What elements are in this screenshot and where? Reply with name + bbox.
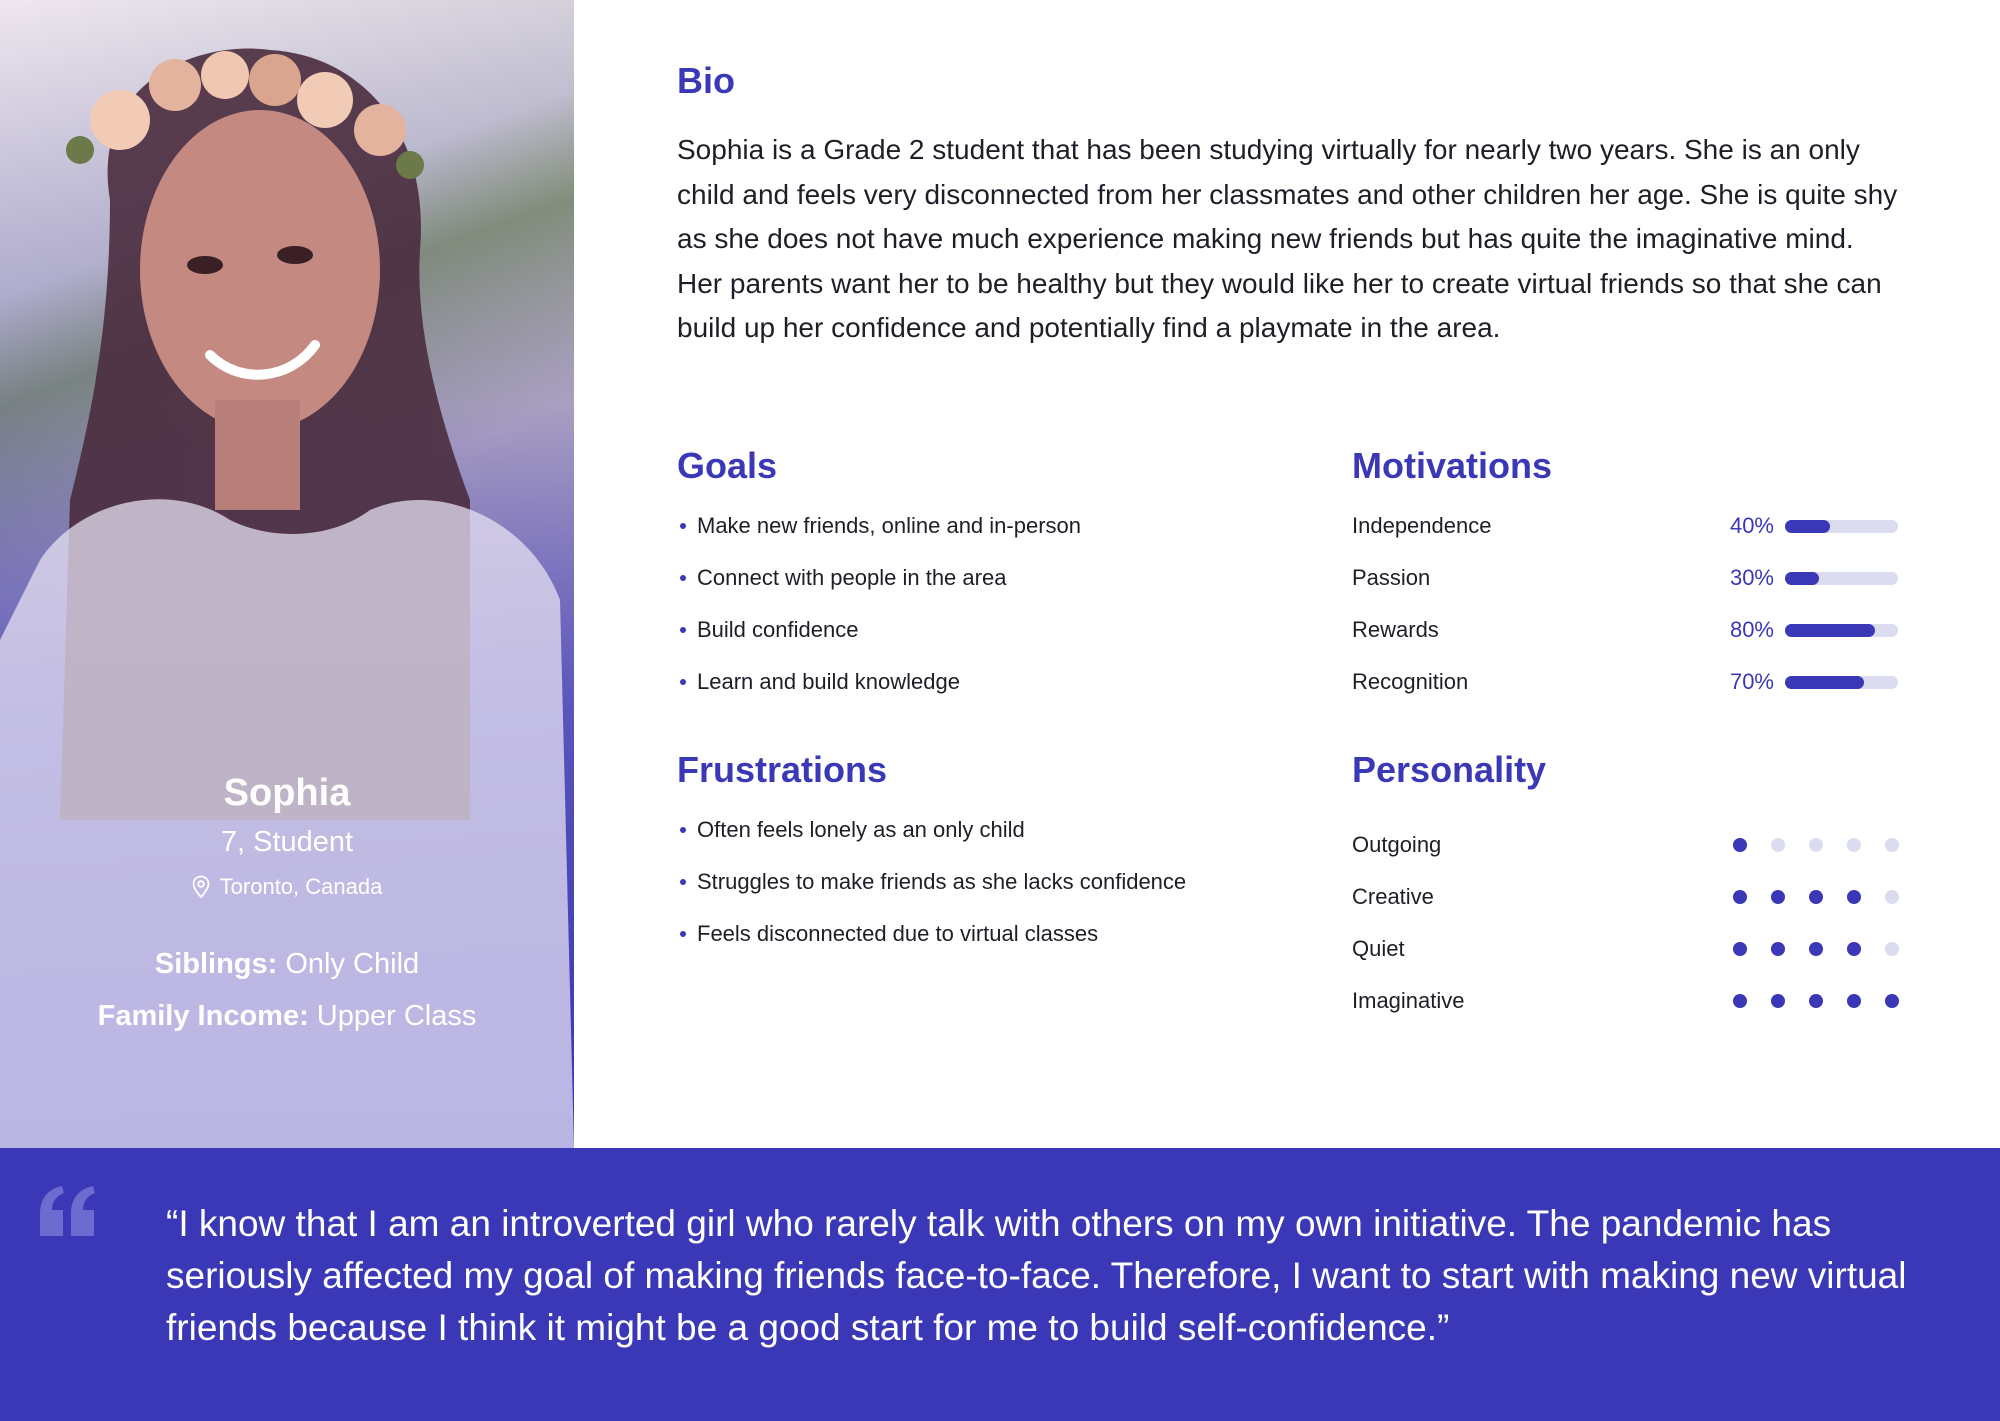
list-item: Make new friends, online and in-person — [677, 512, 1081, 564]
profile-photo-panel — [0, 0, 574, 1148]
rating-dot-empty — [1771, 838, 1785, 852]
personality-row — [1352, 935, 1898, 965]
motivation-bar-track — [1785, 676, 1898, 689]
motivation-bar-track — [1785, 520, 1898, 533]
motivation-percent: 70% — [1729, 669, 1774, 694]
bullet-icon — [680, 879, 686, 885]
bio-text: Sophia is a Grade 2 student that has been studying virtually for nearly two years. She is an only child and feels very disconnected from her classmates and other children her age. She is quite shy as she does not have much experience making new friends but has quite the imaginative mind. Her parents want her to be healthy but they would like her to create virtual friends so that she can build up her confidence and potentially find a playmate in the area. — [677, 134, 1898, 343]
motivation-bar-track — [1785, 572, 1898, 585]
rating-dot-empty — [1809, 838, 1823, 852]
siblings-label: Siblings: — [154, 948, 278, 980]
list-item: Feels disconnected due to virtual classes — [677, 920, 1186, 972]
rating-dot-filled — [1847, 890, 1861, 904]
motivation-row — [1352, 512, 1898, 542]
personality-rating — [1733, 838, 1899, 852]
goals-heading: Goals — [677, 445, 778, 486]
quote-text: “I know that I am an introverted girl who rarely talk with others on my own initiative. The pandemic has seriously affected my goal of making friends face-to-face. Therefore, I want to start with making new virtual friends because I think it might be a good start for me to build self-confidence.” — [166, 1203, 1907, 1348]
siblings-value: Only Child — [277, 948, 420, 980]
rating-dot-filled — [1733, 994, 1747, 1008]
personality-row — [1352, 883, 1898, 913]
income-row — [0, 990, 574, 1042]
profile-info — [0, 770, 574, 1042]
list-item: Struggles to make friends as she lacks confidence — [677, 868, 1186, 920]
motivation-label: Independence — [1352, 513, 1492, 538]
personality-row — [1352, 987, 1898, 1017]
list-item: Learn and build knowledge — [677, 668, 1081, 720]
list-item: Build confidence — [677, 616, 1081, 668]
motivation-bar-fill — [1785, 520, 1830, 533]
rating-dot-empty — [1885, 838, 1899, 852]
bio-heading: Bio — [677, 60, 735, 101]
siblings-row — [0, 938, 574, 990]
rating-dot-filled — [1809, 994, 1823, 1008]
motivation-label: Recognition — [1352, 669, 1469, 694]
bullet-icon — [680, 931, 686, 937]
personality-rating — [1733, 942, 1899, 956]
motivation-row — [1352, 564, 1898, 594]
personality-heading: Personality — [1352, 749, 1547, 790]
quote-icon — [36, 1184, 98, 1238]
persona-location — [0, 874, 574, 900]
personality-rating — [1733, 994, 1899, 1008]
location-text: Toronto, Canada — [219, 874, 383, 899]
bullet-icon — [680, 523, 686, 529]
persona-age-role: 7, Student — [220, 826, 354, 858]
income-label: Family Income: — [97, 1000, 309, 1032]
rating-dot-empty — [1885, 890, 1899, 904]
income-value: Upper Class — [308, 1000, 477, 1032]
location-pin-icon — [192, 875, 210, 899]
rating-dot-filled — [1733, 838, 1747, 852]
list-item: Often feels lonely as an only child — [677, 816, 1186, 868]
rating-dot-filled — [1885, 994, 1899, 1008]
motivation-bar-fill — [1785, 572, 1819, 585]
bullet-icon — [680, 575, 686, 581]
goals-list — [677, 512, 1081, 720]
rating-dot-filled — [1771, 942, 1785, 956]
personality-label: Creative — [1352, 884, 1434, 909]
rating-dot-filled — [1771, 994, 1785, 1008]
rating-dot-filled — [1771, 890, 1785, 904]
rating-dot-filled — [1847, 942, 1861, 956]
rating-dot-filled — [1733, 890, 1747, 904]
rating-dot-filled — [1809, 890, 1823, 904]
rating-dot-empty — [1885, 942, 1899, 956]
motivations-heading: Motivations — [1352, 445, 1553, 486]
rating-dot-empty — [1847, 838, 1861, 852]
personality-rating — [1733, 890, 1899, 904]
motivation-row — [1352, 668, 1898, 698]
rating-dot-filled — [1733, 942, 1747, 956]
motivation-percent: 40% — [1729, 513, 1774, 538]
personality-label: Outgoing — [1352, 832, 1442, 857]
persona-facts — [0, 938, 574, 1042]
personality-row — [1352, 831, 1898, 861]
motivation-bar-fill — [1785, 676, 1864, 689]
motivation-label: Passion — [1352, 565, 1431, 590]
bullet-icon — [680, 627, 686, 633]
motivation-bar-fill — [1785, 624, 1875, 637]
list-item: Connect with people in the area — [677, 564, 1081, 616]
rating-dot-filled — [1847, 994, 1861, 1008]
personality-label: Imaginative — [1352, 988, 1465, 1013]
persona-name: Sophia — [223, 772, 351, 814]
frustrations-heading: Frustrations — [677, 749, 888, 790]
rating-dot-filled — [1809, 942, 1823, 956]
motivation-label: Rewards — [1352, 617, 1439, 642]
bullet-icon — [680, 679, 686, 685]
motivation-percent: 80% — [1729, 617, 1774, 642]
motivation-row — [1352, 616, 1898, 646]
motivation-bar-track — [1785, 624, 1898, 637]
motivation-percent: 30% — [1729, 565, 1774, 590]
frustrations-list — [677, 816, 1186, 972]
personality-label: Quiet — [1352, 936, 1405, 961]
bullet-icon — [680, 827, 686, 833]
